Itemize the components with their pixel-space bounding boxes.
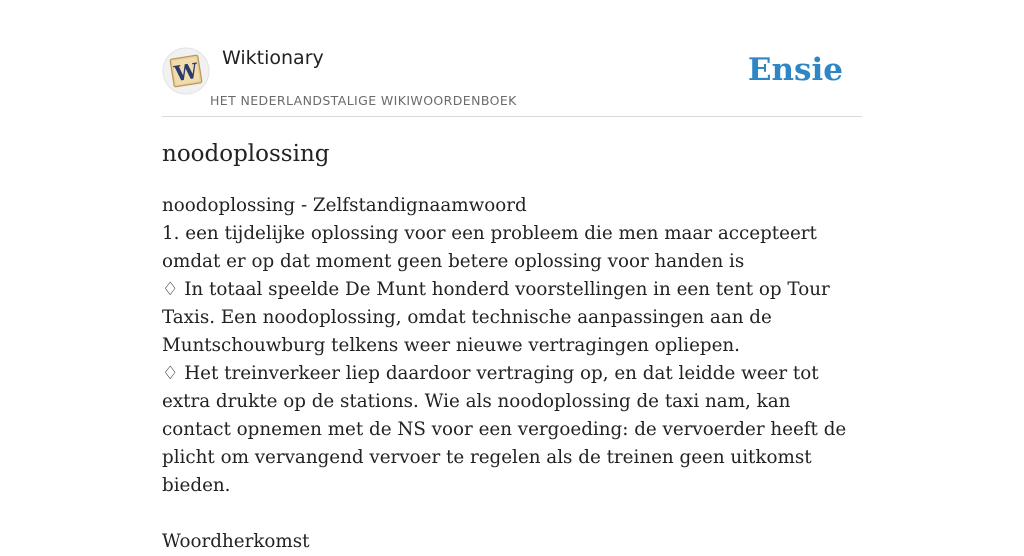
- site-subtitle: HET NEDERLANDSTALIGE WIKIWOORDENBOEK: [210, 93, 517, 108]
- entry-heading-line: noodoplossing - Zelfstandignaamwoord: [162, 195, 527, 216]
- entry-content: [162, 192, 862, 556]
- page-title: noodoplossing: [162, 141, 330, 167]
- paragraph-gap: [162, 500, 862, 528]
- site-name[interactable]: Wiktionary: [222, 47, 324, 69]
- example-sentence: ♢ In totaal speelde De Munt honderd voorstellingen in een tent op Tour Taxis. Een noodoplossing, omdat technische aanpassingen aan de Muntschouwburg telkens weer nieuwe vertragingen opliepen.: [162, 279, 830, 356]
- svg-text:W: W: [172, 57, 200, 87]
- entry-definition: 1. een tijdelijke oplossing voor een probleem die men maar accepteert omdat er op dat moment geen betere oplossing voor handen is: [162, 223, 817, 272]
- ensie-brand-logo[interactable]: Ensie: [747, 52, 843, 88]
- section-heading-etymology: Woordherkomst: [162, 531, 310, 552]
- site-header: [162, 0, 862, 117]
- wiktionary-logo[interactable]: [162, 47, 210, 95]
- example-sentence: ♢ Het treinverkeer liep daardoor vertraging op, en dat leidde weer tot extra drukte op de stations. Wie als noodoplossing de taxi nam, kan contact opnemen met de NS voor een vergoeding: de vervoerder heeft de plicht om vervangend vervoer te regelen als de treinen geen uitkomst bieden.: [162, 363, 847, 496]
